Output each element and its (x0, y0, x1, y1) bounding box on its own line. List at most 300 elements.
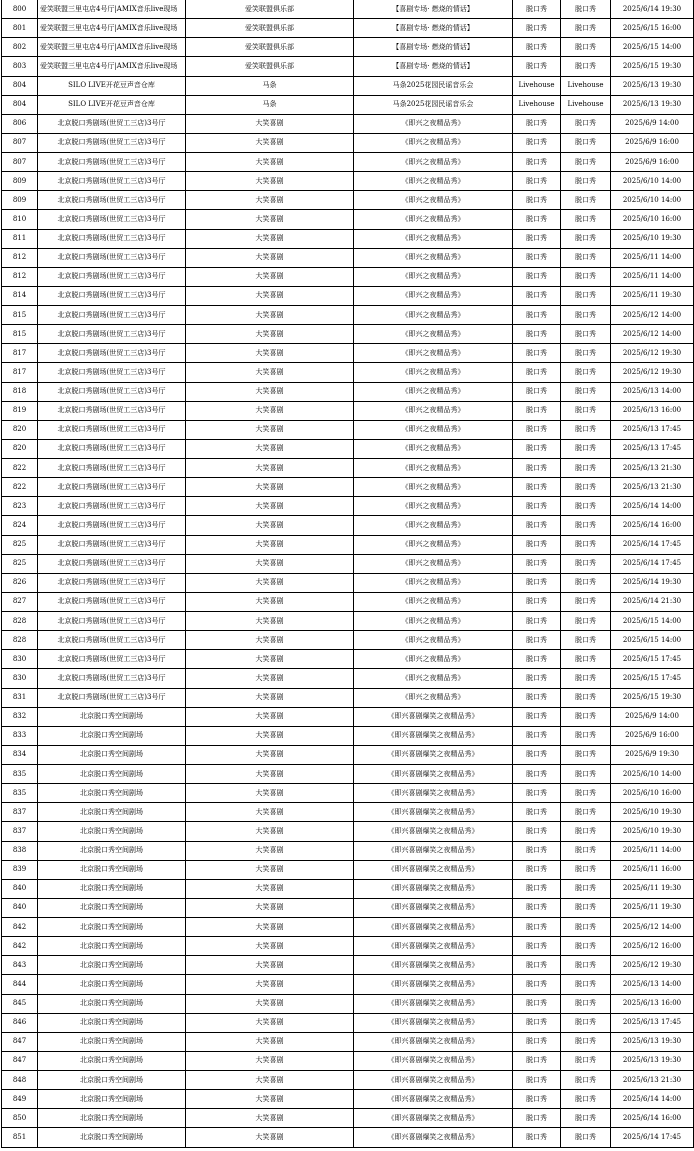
show-title-cell[interactable]: 《即兴喜剧爆笑之夜精品秀》 (354, 937, 513, 956)
subcategory-cell[interactable]: 脱口秀 (561, 688, 611, 707)
category-cell[interactable]: 脱口秀 (513, 172, 561, 191)
subcategory-cell[interactable]: 脱口秀 (561, 535, 611, 554)
category-cell[interactable]: 脱口秀 (513, 516, 561, 535)
show-title-cell[interactable]: 《即兴之夜精品秀》 (354, 229, 513, 248)
category-cell[interactable]: 脱口秀 (513, 1032, 561, 1051)
category-cell[interactable]: Livehouse (513, 95, 561, 114)
subcategory-cell[interactable]: 脱口秀 (561, 1013, 611, 1032)
category-cell[interactable]: 脱口秀 (513, 765, 561, 784)
organizer-cell[interactable]: 大笑喜剧 (186, 956, 354, 975)
subcategory-cell[interactable]: 脱口秀 (561, 1109, 611, 1128)
organizer-cell[interactable]: 大笑喜剧 (186, 745, 354, 764)
row-number-cell[interactable]: 838 (2, 841, 38, 860)
subcategory-cell[interactable]: 脱口秀 (561, 439, 611, 458)
datetime-cell[interactable]: 2025/6/12 19:30 (611, 344, 694, 363)
row-number-cell[interactable]: 811 (2, 229, 38, 248)
category-cell[interactable]: 脱口秀 (513, 879, 561, 898)
organizer-cell[interactable]: 大笑喜剧 (186, 669, 354, 688)
show-title-cell[interactable]: 《即兴喜剧爆笑之夜精品秀》 (354, 745, 513, 764)
subcategory-cell[interactable]: 脱口秀 (561, 784, 611, 803)
organizer-cell[interactable]: 爱笑联盟俱乐部 (186, 38, 354, 57)
datetime-cell[interactable]: 2025/6/12 14:00 (611, 325, 694, 344)
subcategory-cell[interactable]: 脱口秀 (561, 956, 611, 975)
category-cell[interactable]: 脱口秀 (513, 478, 561, 497)
row-number-cell[interactable]: 837 (2, 803, 38, 822)
organizer-cell[interactable]: 大笑喜剧 (186, 114, 354, 133)
row-number-cell[interactable]: 817 (2, 344, 38, 363)
category-cell[interactable]: 脱口秀 (513, 229, 561, 248)
subcategory-cell[interactable]: 脱口秀 (561, 19, 611, 38)
show-title-cell[interactable]: 《即兴之夜精品秀》 (354, 306, 513, 325)
datetime-cell[interactable]: 2025/6/13 19:30 (611, 95, 694, 114)
category-cell[interactable]: 脱口秀 (513, 784, 561, 803)
subcategory-cell[interactable]: 脱口秀 (561, 937, 611, 956)
organizer-cell[interactable]: 大笑喜剧 (186, 573, 354, 592)
venue-cell[interactable]: 北京脱口秀剧场(世贸工三店)3号厅 (38, 114, 186, 133)
row-number-cell[interactable]: 830 (2, 650, 38, 669)
show-title-cell[interactable]: 《即兴之夜精品秀》 (354, 669, 513, 688)
venue-cell[interactable]: 北京脱口秀剧场(世贸工三店)3号厅 (38, 459, 186, 478)
row-number-cell[interactable]: 846 (2, 1013, 38, 1032)
row-number-cell[interactable]: 843 (2, 956, 38, 975)
subcategory-cell[interactable]: 脱口秀 (561, 631, 611, 650)
organizer-cell[interactable]: 大笑喜剧 (186, 803, 354, 822)
organizer-cell[interactable]: 大笑喜剧 (186, 592, 354, 611)
organizer-cell[interactable]: 大笑喜剧 (186, 841, 354, 860)
show-title-cell[interactable]: 《即兴之夜精品秀》 (354, 631, 513, 650)
datetime-cell[interactable]: 2025/6/11 14:00 (611, 267, 694, 286)
subcategory-cell[interactable]: Livehouse (561, 76, 611, 95)
venue-cell[interactable]: 北京脱口秀空间剧场 (38, 765, 186, 784)
subcategory-cell[interactable]: 脱口秀 (561, 1090, 611, 1109)
datetime-cell[interactable]: 2025/6/12 16:00 (611, 937, 694, 956)
row-number-cell[interactable]: 804 (2, 95, 38, 114)
organizer-cell[interactable]: 大笑喜剧 (186, 879, 354, 898)
show-title-cell[interactable]: 《即兴喜剧爆笑之夜精品秀》 (354, 1071, 513, 1090)
show-title-cell[interactable]: 《即兴喜剧爆笑之夜精品秀》 (354, 765, 513, 784)
organizer-cell[interactable]: 大笑喜剧 (186, 459, 354, 478)
subcategory-cell[interactable]: Livehouse (561, 95, 611, 114)
datetime-cell[interactable]: 2025/6/11 14:00 (611, 248, 694, 267)
subcategory-cell[interactable]: 脱口秀 (561, 707, 611, 726)
row-number-cell[interactable]: 810 (2, 210, 38, 229)
subcategory-cell[interactable]: 脱口秀 (561, 133, 611, 152)
row-number-cell[interactable]: 827 (2, 592, 38, 611)
category-cell[interactable]: 脱口秀 (513, 1071, 561, 1090)
row-number-cell[interactable]: 850 (2, 1109, 38, 1128)
venue-cell[interactable]: 北京脱口秀空间剧场 (38, 707, 186, 726)
venue-cell[interactable]: 北京脱口秀剧场(世贸工三店)3号厅 (38, 191, 186, 210)
organizer-cell[interactable]: 大笑喜剧 (186, 172, 354, 191)
organizer-cell[interactable]: 爱笑联盟俱乐部 (186, 57, 354, 76)
subcategory-cell[interactable]: 脱口秀 (561, 879, 611, 898)
venue-cell[interactable]: 北京脱口秀剧场(世贸工三店)3号厅 (38, 267, 186, 286)
subcategory-cell[interactable]: 脱口秀 (561, 286, 611, 305)
subcategory-cell[interactable]: 脱口秀 (561, 344, 611, 363)
row-number-cell[interactable]: 820 (2, 439, 38, 458)
show-title-cell[interactable]: 《即兴喜剧爆笑之夜精品秀》 (354, 956, 513, 975)
organizer-cell[interactable]: 大笑喜剧 (186, 612, 354, 631)
venue-cell[interactable]: 北京脱口秀空间剧场 (38, 1128, 186, 1147)
venue-cell[interactable]: 北京脱口秀剧场(世贸工三店)3号厅 (38, 516, 186, 535)
show-title-cell[interactable]: 《即兴之夜精品秀》 (354, 363, 513, 382)
category-cell[interactable]: 脱口秀 (513, 975, 561, 994)
venue-cell[interactable]: SILO LIVE开花豆声音仓库 (38, 76, 186, 95)
subcategory-cell[interactable]: 脱口秀 (561, 191, 611, 210)
venue-cell[interactable]: 北京脱口秀空间剧场 (38, 918, 186, 937)
show-title-cell[interactable]: 《即兴之夜精品秀》 (354, 478, 513, 497)
organizer-cell[interactable]: 大笑喜剧 (186, 478, 354, 497)
organizer-cell[interactable]: 大笑喜剧 (186, 784, 354, 803)
organizer-cell[interactable]: 大笑喜剧 (186, 726, 354, 745)
row-number-cell[interactable]: 835 (2, 765, 38, 784)
show-title-cell[interactable]: 《即兴喜剧爆笑之夜精品秀》 (354, 994, 513, 1013)
datetime-cell[interactable]: 2025/6/14 21:30 (611, 592, 694, 611)
subcategory-cell[interactable]: 脱口秀 (561, 306, 611, 325)
venue-cell[interactable]: 北京脱口秀剧场(世贸工三店)3号厅 (38, 554, 186, 573)
category-cell[interactable]: 脱口秀 (513, 650, 561, 669)
subcategory-cell[interactable]: 脱口秀 (561, 841, 611, 860)
organizer-cell[interactable]: 大笑喜剧 (186, 133, 354, 152)
row-number-cell[interactable]: 824 (2, 516, 38, 535)
venue-cell[interactable]: 北京脱口秀空间剧场 (38, 937, 186, 956)
show-title-cell[interactable]: 《即兴之夜精品秀》 (354, 382, 513, 401)
category-cell[interactable]: 脱口秀 (513, 745, 561, 764)
show-title-cell[interactable]: 《即兴之夜精品秀》 (354, 286, 513, 305)
organizer-cell[interactable]: 大笑喜剧 (186, 191, 354, 210)
show-title-cell[interactable]: 马条2025花园民谣音乐会 (354, 95, 513, 114)
subcategory-cell[interactable]: 脱口秀 (561, 994, 611, 1013)
row-number-cell[interactable]: 823 (2, 497, 38, 516)
subcategory-cell[interactable]: 脱口秀 (561, 918, 611, 937)
show-title-cell[interactable]: 《即兴喜剧爆笑之夜精品秀》 (354, 918, 513, 937)
venue-cell[interactable]: 北京脱口秀剧场(世贸工三店)3号厅 (38, 344, 186, 363)
organizer-cell[interactable]: 大笑喜剧 (186, 344, 354, 363)
organizer-cell[interactable]: 大笑喜剧 (186, 1013, 354, 1032)
subcategory-cell[interactable]: 脱口秀 (561, 860, 611, 879)
category-cell[interactable]: 脱口秀 (513, 1128, 561, 1147)
datetime-cell[interactable]: 2025/6/9 14:00 (611, 707, 694, 726)
category-cell[interactable]: 脱口秀 (513, 1090, 561, 1109)
category-cell[interactable]: 脱口秀 (513, 114, 561, 133)
subcategory-cell[interactable]: 脱口秀 (561, 153, 611, 172)
subcategory-cell[interactable]: 脱口秀 (561, 363, 611, 382)
show-title-cell[interactable]: 《即兴喜剧爆笑之夜精品秀》 (354, 803, 513, 822)
show-title-cell[interactable]: 《即兴之夜精品秀》 (354, 401, 513, 420)
organizer-cell[interactable]: 大笑喜剧 (186, 898, 354, 917)
venue-cell[interactable]: 爱笑联盟三里屯店4号厅|AMIX音乐live现场 (38, 38, 186, 57)
datetime-cell[interactable]: 2025/6/13 14:00 (611, 382, 694, 401)
category-cell[interactable]: 脱口秀 (513, 19, 561, 38)
row-number-cell[interactable]: 803 (2, 57, 38, 76)
show-title-cell[interactable]: 《即兴喜剧爆笑之夜精品秀》 (354, 1090, 513, 1109)
datetime-cell[interactable]: 2025/6/13 17:45 (611, 420, 694, 439)
subcategory-cell[interactable]: 脱口秀 (561, 210, 611, 229)
organizer-cell[interactable]: 大笑喜剧 (186, 267, 354, 286)
row-number-cell[interactable]: 800 (2, 0, 38, 19)
row-number-cell[interactable]: 832 (2, 707, 38, 726)
venue-cell[interactable]: 北京脱口秀剧场(世贸工三店)3号厅 (38, 669, 186, 688)
category-cell[interactable]: 脱口秀 (513, 631, 561, 650)
datetime-cell[interactable]: 2025/6/10 19:30 (611, 229, 694, 248)
organizer-cell[interactable]: 大笑喜剧 (186, 650, 354, 669)
subcategory-cell[interactable]: 脱口秀 (561, 554, 611, 573)
venue-cell[interactable]: 北京脱口秀空间剧场 (38, 1013, 186, 1032)
datetime-cell[interactable]: 2025/6/11 19:30 (611, 879, 694, 898)
row-number-cell[interactable]: 801 (2, 19, 38, 38)
show-title-cell[interactable]: 【喜剧专场· 燃烧的情话】 (354, 0, 513, 19)
venue-cell[interactable]: 北京脱口秀剧场(世贸工三店)3号厅 (38, 133, 186, 152)
subcategory-cell[interactable]: 脱口秀 (561, 726, 611, 745)
category-cell[interactable]: 脱口秀 (513, 344, 561, 363)
venue-cell[interactable]: 北京脱口秀剧场(世贸工三店)3号厅 (38, 688, 186, 707)
category-cell[interactable]: 脱口秀 (513, 994, 561, 1013)
venue-cell[interactable]: 北京脱口秀空间剧场 (38, 784, 186, 803)
organizer-cell[interactable]: 大笑喜剧 (186, 918, 354, 937)
category-cell[interactable]: 脱口秀 (513, 937, 561, 956)
datetime-cell[interactable]: 2025/6/12 14:00 (611, 306, 694, 325)
organizer-cell[interactable]: 大笑喜剧 (186, 765, 354, 784)
datetime-cell[interactable]: 2025/6/15 17:45 (611, 650, 694, 669)
row-number-cell[interactable]: 825 (2, 554, 38, 573)
venue-cell[interactable]: 北京脱口秀剧场(世贸工三店)3号厅 (38, 306, 186, 325)
organizer-cell[interactable]: 大笑喜剧 (186, 1071, 354, 1090)
organizer-cell[interactable]: 大笑喜剧 (186, 860, 354, 879)
organizer-cell[interactable]: 马条 (186, 76, 354, 95)
subcategory-cell[interactable]: 脱口秀 (561, 0, 611, 19)
venue-cell[interactable]: 北京脱口秀空间剧场 (38, 975, 186, 994)
category-cell[interactable]: 脱口秀 (513, 898, 561, 917)
venue-cell[interactable]: 北京脱口秀剧场(世贸工三店)3号厅 (38, 363, 186, 382)
venue-cell[interactable]: 爱笑联盟三里屯店4号厅|AMIX音乐live现场 (38, 0, 186, 19)
row-number-cell[interactable]: 849 (2, 1090, 38, 1109)
show-title-cell[interactable]: 《即兴喜剧爆笑之夜精品秀》 (354, 898, 513, 917)
show-title-cell[interactable]: 《即兴之夜精品秀》 (354, 153, 513, 172)
subcategory-cell[interactable]: 脱口秀 (561, 592, 611, 611)
organizer-cell[interactable]: 大笑喜剧 (186, 631, 354, 650)
datetime-cell[interactable]: 2025/6/15 17:45 (611, 669, 694, 688)
organizer-cell[interactable]: 大笑喜剧 (186, 688, 354, 707)
venue-cell[interactable]: 北京脱口秀空间剧场 (38, 1051, 186, 1070)
show-title-cell[interactable]: 《即兴之夜精品秀》 (354, 325, 513, 344)
show-title-cell[interactable]: 《即兴之夜精品秀》 (354, 133, 513, 152)
datetime-cell[interactable]: 2025/6/15 14:00 (611, 612, 694, 631)
datetime-cell[interactable]: 2025/6/12 19:30 (611, 363, 694, 382)
organizer-cell[interactable]: 大笑喜剧 (186, 382, 354, 401)
show-title-cell[interactable]: 【喜剧专场· 燃烧的情话】 (354, 38, 513, 57)
organizer-cell[interactable]: 大笑喜剧 (186, 822, 354, 841)
show-title-cell[interactable]: 【喜剧专场· 燃烧的情话】 (354, 57, 513, 76)
category-cell[interactable]: 脱口秀 (513, 267, 561, 286)
organizer-cell[interactable]: 大笑喜剧 (186, 420, 354, 439)
row-number-cell[interactable]: 845 (2, 994, 38, 1013)
show-title-cell[interactable]: 《即兴之夜精品秀》 (354, 114, 513, 133)
category-cell[interactable]: 脱口秀 (513, 439, 561, 458)
category-cell[interactable]: 脱口秀 (513, 573, 561, 592)
row-number-cell[interactable]: 812 (2, 267, 38, 286)
show-title-cell[interactable]: 《即兴之夜精品秀》 (354, 267, 513, 286)
show-title-cell[interactable]: 《即兴喜剧爆笑之夜精品秀》 (354, 860, 513, 879)
row-number-cell[interactable]: 839 (2, 860, 38, 879)
row-number-cell[interactable]: 835 (2, 784, 38, 803)
show-title-cell[interactable]: 《即兴之夜精品秀》 (354, 688, 513, 707)
venue-cell[interactable]: 北京脱口秀剧场(世贸工三店)3号厅 (38, 612, 186, 631)
venue-cell[interactable]: 北京脱口秀空间剧场 (38, 726, 186, 745)
subcategory-cell[interactable]: 脱口秀 (561, 459, 611, 478)
venue-cell[interactable]: 北京脱口秀空间剧场 (38, 956, 186, 975)
category-cell[interactable]: 脱口秀 (513, 860, 561, 879)
subcategory-cell[interactable]: 脱口秀 (561, 478, 611, 497)
subcategory-cell[interactable]: 脱口秀 (561, 229, 611, 248)
venue-cell[interactable]: 北京脱口秀空间剧场 (38, 1071, 186, 1090)
row-number-cell[interactable]: 833 (2, 726, 38, 745)
show-title-cell[interactable]: 《即兴之夜精品秀》 (354, 650, 513, 669)
row-number-cell[interactable]: 822 (2, 459, 38, 478)
show-title-cell[interactable]: 【喜剧专场· 燃烧的情话】 (354, 19, 513, 38)
row-number-cell[interactable]: 814 (2, 286, 38, 305)
organizer-cell[interactable]: 大笑喜剧 (186, 516, 354, 535)
category-cell[interactable]: 脱口秀 (513, 153, 561, 172)
venue-cell[interactable]: 北京脱口秀剧场(世贸工三店)3号厅 (38, 497, 186, 516)
category-cell[interactable]: 脱口秀 (513, 401, 561, 420)
show-title-cell[interactable]: 《即兴喜剧爆笑之夜精品秀》 (354, 1051, 513, 1070)
show-title-cell[interactable]: 《即兴喜剧爆笑之夜精品秀》 (354, 1032, 513, 1051)
venue-cell[interactable]: 北京脱口秀空间剧场 (38, 841, 186, 860)
datetime-cell[interactable]: 2025/6/11 19:30 (611, 286, 694, 305)
category-cell[interactable]: 脱口秀 (513, 918, 561, 937)
row-number-cell[interactable]: 847 (2, 1051, 38, 1070)
category-cell[interactable]: 脱口秀 (513, 1051, 561, 1070)
row-number-cell[interactable]: 802 (2, 38, 38, 57)
category-cell[interactable]: 脱口秀 (513, 248, 561, 267)
show-title-cell[interactable]: 《即兴之夜精品秀》 (354, 516, 513, 535)
show-title-cell[interactable]: 《即兴喜剧爆笑之夜精品秀》 (354, 975, 513, 994)
datetime-cell[interactable]: 2025/6/10 19:30 (611, 803, 694, 822)
row-number-cell[interactable]: 825 (2, 535, 38, 554)
organizer-cell[interactable]: 爱笑联盟俱乐部 (186, 0, 354, 19)
datetime-cell[interactable]: 2025/6/9 19:30 (611, 745, 694, 764)
organizer-cell[interactable]: 大笑喜剧 (186, 994, 354, 1013)
datetime-cell[interactable]: 2025/6/13 21:30 (611, 459, 694, 478)
datetime-cell[interactable]: 2025/6/11 14:00 (611, 841, 694, 860)
organizer-cell[interactable]: 马条 (186, 95, 354, 114)
organizer-cell[interactable]: 大笑喜剧 (186, 401, 354, 420)
venue-cell[interactable]: 北京脱口秀空间剧场 (38, 745, 186, 764)
category-cell[interactable]: 脱口秀 (513, 707, 561, 726)
datetime-cell[interactable]: 2025/6/9 16:00 (611, 726, 694, 745)
show-title-cell[interactable]: 《即兴之夜精品秀》 (354, 535, 513, 554)
venue-cell[interactable]: 北京脱口秀空间剧场 (38, 860, 186, 879)
row-number-cell[interactable]: 812 (2, 248, 38, 267)
category-cell[interactable]: 脱口秀 (513, 420, 561, 439)
show-title-cell[interactable]: 《即兴喜剧爆笑之夜精品秀》 (354, 707, 513, 726)
show-title-cell[interactable]: 《即兴喜剧爆笑之夜精品秀》 (354, 1013, 513, 1032)
show-title-cell[interactable]: 《即兴喜剧爆笑之夜精品秀》 (354, 822, 513, 841)
category-cell[interactable]: 脱口秀 (513, 497, 561, 516)
organizer-cell[interactable]: 大笑喜剧 (186, 1109, 354, 1128)
datetime-cell[interactable]: 2025/6/14 19:30 (611, 573, 694, 592)
category-cell[interactable]: 脱口秀 (513, 1013, 561, 1032)
organizer-cell[interactable]: 大笑喜剧 (186, 306, 354, 325)
row-number-cell[interactable]: 840 (2, 898, 38, 917)
row-number-cell[interactable]: 834 (2, 745, 38, 764)
datetime-cell[interactable]: 2025/6/13 16:00 (611, 994, 694, 1013)
organizer-cell[interactable]: 大笑喜剧 (186, 937, 354, 956)
subcategory-cell[interactable]: 脱口秀 (561, 248, 611, 267)
organizer-cell[interactable]: 大笑喜剧 (186, 248, 354, 267)
subcategory-cell[interactable]: 脱口秀 (561, 267, 611, 286)
row-number-cell[interactable]: 851 (2, 1128, 38, 1147)
venue-cell[interactable]: 北京脱口秀剧场(世贸工三店)3号厅 (38, 420, 186, 439)
show-title-cell[interactable]: 《即兴之夜精品秀》 (354, 439, 513, 458)
show-title-cell[interactable]: 《即兴之夜精品秀》 (354, 420, 513, 439)
category-cell[interactable]: 脱口秀 (513, 841, 561, 860)
show-title-cell[interactable]: 马条2025花园民谣音乐会 (354, 76, 513, 95)
subcategory-cell[interactable]: 脱口秀 (561, 38, 611, 57)
venue-cell[interactable]: 北京脱口秀空间剧场 (38, 879, 186, 898)
organizer-cell[interactable]: 大笑喜剧 (186, 1051, 354, 1070)
organizer-cell[interactable]: 大笑喜剧 (186, 1032, 354, 1051)
datetime-cell[interactable]: 2025/6/10 19:30 (611, 822, 694, 841)
row-number-cell[interactable]: 817 (2, 363, 38, 382)
organizer-cell[interactable]: 大笑喜剧 (186, 1090, 354, 1109)
organizer-cell[interactable]: 大笑喜剧 (186, 535, 354, 554)
category-cell[interactable]: 脱口秀 (513, 592, 561, 611)
row-number-cell[interactable]: 837 (2, 822, 38, 841)
subcategory-cell[interactable]: 脱口秀 (561, 975, 611, 994)
organizer-cell[interactable]: 大笑喜剧 (186, 707, 354, 726)
venue-cell[interactable]: 北京脱口秀空间剧场 (38, 1109, 186, 1128)
show-title-cell[interactable]: 《即兴喜剧爆笑之夜精品秀》 (354, 784, 513, 803)
venue-cell[interactable]: 北京脱口秀空间剧场 (38, 898, 186, 917)
category-cell[interactable]: 脱口秀 (513, 554, 561, 573)
subcategory-cell[interactable]: 脱口秀 (561, 765, 611, 784)
venue-cell[interactable]: 北京脱口秀空间剧场 (38, 994, 186, 1013)
category-cell[interactable]: 脱口秀 (513, 210, 561, 229)
venue-cell[interactable]: 北京脱口秀剧场(世贸工三店)3号厅 (38, 229, 186, 248)
show-title-cell[interactable]: 《即兴之夜精品秀》 (354, 191, 513, 210)
category-cell[interactable]: 脱口秀 (513, 822, 561, 841)
subcategory-cell[interactable]: 脱口秀 (561, 745, 611, 764)
venue-cell[interactable]: 北京脱口秀剧场(世贸工三店)3号厅 (38, 248, 186, 267)
datetime-cell[interactable]: 2025/6/13 19:30 (611, 1032, 694, 1051)
subcategory-cell[interactable]: 脱口秀 (561, 382, 611, 401)
subcategory-cell[interactable]: 脱口秀 (561, 573, 611, 592)
datetime-cell[interactable]: 2025/6/9 16:00 (611, 153, 694, 172)
category-cell[interactable]: 脱口秀 (513, 688, 561, 707)
datetime-cell[interactable]: 2025/6/14 17:45 (611, 535, 694, 554)
show-title-cell[interactable]: 《即兴之夜精品秀》 (354, 210, 513, 229)
show-title-cell[interactable]: 《即兴之夜精品秀》 (354, 344, 513, 363)
datetime-cell[interactable]: 2025/6/13 16:00 (611, 401, 694, 420)
venue-cell[interactable]: 爱笑联盟三里屯店4号厅|AMIX音乐live现场 (38, 19, 186, 38)
row-number-cell[interactable]: 826 (2, 573, 38, 592)
category-cell[interactable]: 脱口秀 (513, 38, 561, 57)
category-cell[interactable]: 脱口秀 (513, 57, 561, 76)
datetime-cell[interactable]: 2025/6/15 19:30 (611, 688, 694, 707)
row-number-cell[interactable]: 815 (2, 325, 38, 344)
category-cell[interactable]: 脱口秀 (513, 459, 561, 478)
organizer-cell[interactable]: 爱笑联盟俱乐部 (186, 19, 354, 38)
subcategory-cell[interactable]: 脱口秀 (561, 1051, 611, 1070)
datetime-cell[interactable]: 2025/6/15 14:00 (611, 38, 694, 57)
datetime-cell[interactable]: 2025/6/14 17:45 (611, 1128, 694, 1147)
venue-cell[interactable]: 北京脱口秀剧场(世贸工三店)3号厅 (38, 325, 186, 344)
category-cell[interactable]: 脱口秀 (513, 306, 561, 325)
category-cell[interactable]: 脱口秀 (513, 133, 561, 152)
venue-cell[interactable]: 北京脱口秀剧场(世贸工三店)3号厅 (38, 401, 186, 420)
subcategory-cell[interactable]: 脱口秀 (561, 822, 611, 841)
